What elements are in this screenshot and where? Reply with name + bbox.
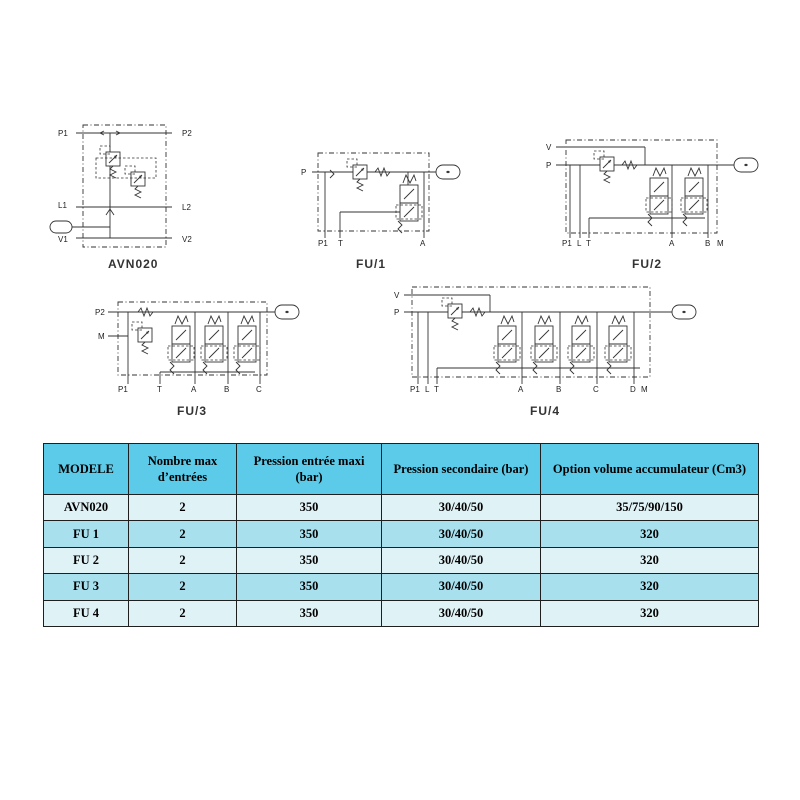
port-v1-label: V1 — [58, 235, 68, 244]
port-m-label: M — [98, 332, 105, 341]
cell-pression-secondaire: 30/40/50 — [382, 547, 541, 573]
cell-nombre-entrees: 2 — [129, 574, 237, 600]
cell-pression-entree: 350 — [237, 600, 382, 626]
header-pression-entree-maxi: Pression entrée maxi (bar) — [237, 444, 382, 495]
cell-nombre-entrees: 2 — [129, 521, 237, 547]
port-m-label: M — [717, 239, 724, 248]
specifications-table — [43, 443, 759, 627]
port-v-label: V — [546, 143, 552, 152]
port-p1-label: P1 — [318, 239, 328, 248]
cell-volume-accumulateur: 35/75/90/150 — [541, 495, 759, 521]
port-v-label: V — [394, 291, 400, 300]
port-a-label: A — [420, 239, 426, 248]
diagram-title-fu3: FU/3 — [177, 404, 208, 418]
cell-pression-secondaire: 30/40/50 — [382, 574, 541, 600]
diagram-avn020 — [50, 125, 192, 271]
port-p-label: P — [546, 161, 552, 170]
port-t-label: T — [338, 239, 343, 248]
port-p-label: P — [394, 308, 400, 317]
cell-pression-secondaire: 30/40/50 — [382, 600, 541, 626]
cell-volume-accumulateur: 320 — [541, 521, 759, 547]
port-d-label: D — [630, 385, 636, 394]
cell-volume-accumulateur: 320 — [541, 600, 759, 626]
diagram-fu2 — [546, 140, 758, 271]
port-m-label: M — [641, 385, 648, 394]
table-row — [44, 574, 759, 600]
header-option-volume-accumulateur: Option volume accumulateur (Cm3) — [541, 444, 759, 495]
header-modele: MODELE — [44, 444, 129, 495]
port-t-label: T — [586, 239, 591, 248]
diagram-fu4 — [394, 287, 696, 418]
port-l-label: L — [577, 239, 582, 248]
cell-modele: FU 2 — [44, 547, 129, 573]
port-a-label: A — [191, 385, 197, 394]
port-b-label: B — [556, 385, 562, 394]
cell-modele: AVN020 — [44, 495, 129, 521]
port-c-label: C — [256, 385, 262, 394]
port-v2-label: V2 — [182, 235, 192, 244]
port-t-label: T — [434, 385, 439, 394]
cell-volume-accumulateur: 320 — [541, 547, 759, 573]
port-p1-label: P1 — [410, 385, 420, 394]
cell-pression-entree: 350 — [237, 574, 382, 600]
cell-modele: FU 1 — [44, 521, 129, 547]
header-pression-secondaire: Pression secondaire (bar) — [382, 444, 541, 495]
port-p-label: P — [301, 168, 307, 177]
port-p1-label: P1 — [562, 239, 572, 248]
port-b-label: B — [224, 385, 230, 394]
port-p1-label: P1 — [118, 385, 128, 394]
port-c-label: C — [593, 385, 599, 394]
table-row — [44, 600, 759, 626]
port-b-label: B — [705, 239, 711, 248]
diagram-fu3 — [95, 302, 299, 418]
port-l1-label: L1 — [58, 201, 67, 210]
cell-pression-secondaire: 30/40/50 — [382, 521, 541, 547]
cell-pression-entree: 350 — [237, 521, 382, 547]
table-row — [44, 547, 759, 573]
cell-pression-secondaire: 30/40/50 — [382, 495, 541, 521]
table-row — [44, 495, 759, 521]
port-p1-label: P1 — [58, 129, 68, 138]
cell-nombre-entrees: 2 — [129, 600, 237, 626]
port-p2-label: P2 — [182, 129, 192, 138]
cell-pression-entree: 350 — [237, 495, 382, 521]
table-header-row — [44, 444, 759, 495]
diagram-title-fu2: FU/2 — [632, 257, 663, 271]
port-a-label: A — [669, 239, 675, 248]
table-row — [44, 521, 759, 547]
port-t-label: T — [157, 385, 162, 394]
cell-nombre-entrees: 2 — [129, 547, 237, 573]
port-a-label: A — [518, 385, 524, 394]
header-nombre-max-entrees: Nombre max d’entrées — [129, 444, 237, 495]
cell-nombre-entrees: 2 — [129, 495, 237, 521]
cell-pression-entree: 350 — [237, 547, 382, 573]
cell-volume-accumulateur: 320 — [541, 574, 759, 600]
cell-modele: FU 4 — [44, 600, 129, 626]
port-p2-label: P2 — [95, 308, 105, 317]
diagram-title-fu4: FU/4 — [530, 404, 561, 418]
port-l2-label: L2 — [182, 203, 191, 212]
diagram-fu1 — [301, 153, 460, 271]
port-l-label: L — [425, 385, 430, 394]
cell-modele: FU 3 — [44, 574, 129, 600]
diagram-title-avn020: AVN020 — [108, 257, 159, 271]
diagram-title-fu1: FU/1 — [356, 257, 387, 271]
